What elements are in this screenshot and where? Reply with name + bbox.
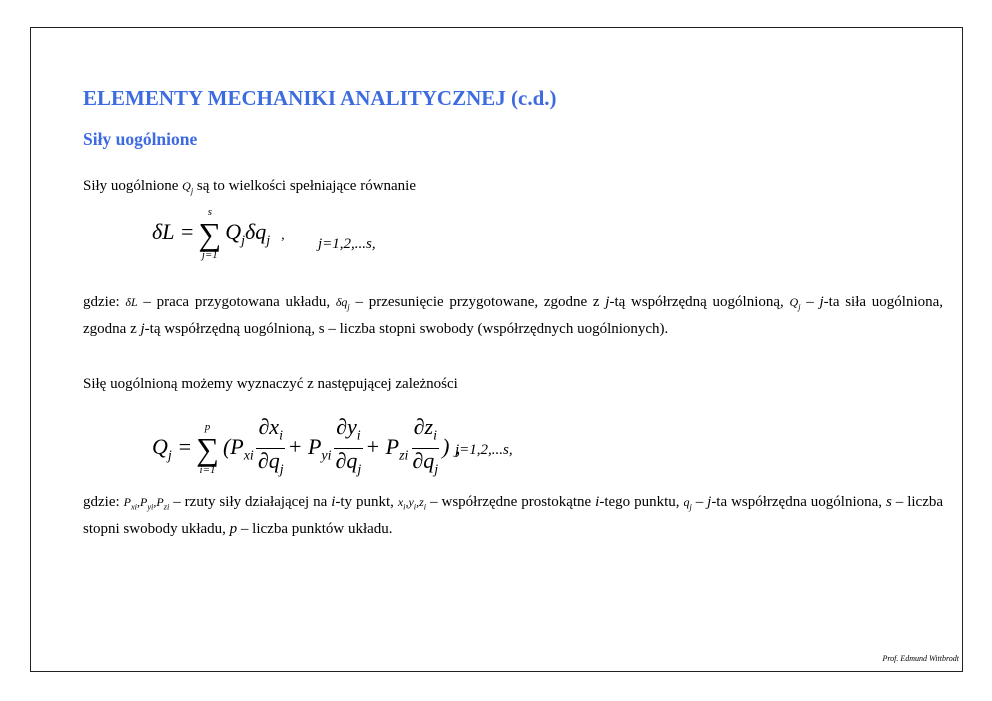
eq1-Q: $Q_j$: [225, 219, 246, 249]
page-title: ELEMENTY MECHANIKI ANALITYCZNEJ (c.d.): [83, 86, 557, 110]
explanation-1: gdzie: δL – praca przygotowana układu, $\delta q_j$ – przesunięcie przygotowane, zgodne z j-tą współrzędną uogólnioną, $Q_j - j-ta$ siła uogólniona, zgodna z j-tą współrzędną uogólnioną, s – liczba stopni swobody (współrzędnych uogólnionych).: [83, 294, 944, 338]
symbol-qj: $q_j$: [683, 495, 692, 512]
intro-paragraph-2: Siłę uogólnioną możemy wyznaczyć z następującej zależności: [83, 376, 458, 392]
eq2-fraction-x: $\frac{\partial x_i}{\partial q_j}$: [257, 414, 284, 478]
eq2-condition: j=1,2,...s,: [455, 442, 513, 458]
symbol-xyz: $x_i,y_i,z_i$: [397, 495, 427, 512]
intro-text-before: Siły uogólnione: [83, 178, 179, 194]
explanation-2: gdzie: $P_{xi},P_{yi},P_{zi}$ – rzuty siły działającej na i-ty punkt, $x_i,y_i,z_i$ – współrzędne prostokątne i-tego punktu, $q_j - j-ta$ współrzędna uogólniona, s – liczba stopni swobody układu, p – liczba punktów układu.: [83, 494, 944, 538]
slide-frame: [30, 27, 963, 672]
eq2-sum: p ∑ i=1: [196, 420, 219, 476]
eq2-fraction-z: $\frac{\partial z_i}{\partial q_j}$: [412, 414, 439, 478]
section-heading: Siły uogólnione: [83, 129, 198, 149]
eq1-sum: s ∑ j=1: [198, 206, 222, 261]
eq2-lhs: $Q_j$: [152, 433, 172, 464]
eq1-lhs: δL =: [152, 219, 195, 245]
eq1-condition: j=1,2,...s,: [318, 236, 376, 252]
intro-text-after: są to wielkości spełniające równanie: [196, 178, 417, 194]
author-footer: Prof. Edmund Wittbrodt: [882, 654, 959, 663]
equation-generalized-force: $Q_j$ = p ∑ i=1 ($P_{xi}$ $\frac{\partial x_i}{\partial q_j}$ + $P_{yi}$ $\frac{\partial y_i}{\partial q_j}$ + $P_{zi}$ $\frac{\partial z_i}{\partial q_j}$ ) ,: [152, 415, 461, 483]
intro-paragraph: [83, 175, 943, 202]
eq1-dq: $\delta q_j$: [245, 219, 271, 249]
symbol-P-components: $P_{xi},P_{yi},P_{zi}$: [123, 495, 170, 512]
eq2-fraction-y: $\frac{\partial y_i}{\partial q_j}$: [335, 414, 362, 478]
symbol-Q: $Q_j$: [182, 179, 194, 196]
symbol-Qj: $Q_j$: [789, 295, 801, 312]
symbol-dq: $\delta q_j$: [335, 295, 350, 312]
symbol-dL: δL: [125, 295, 138, 309]
equation-virtual-work: [152, 207, 285, 261]
eq1-separator: ,: [281, 228, 285, 244]
